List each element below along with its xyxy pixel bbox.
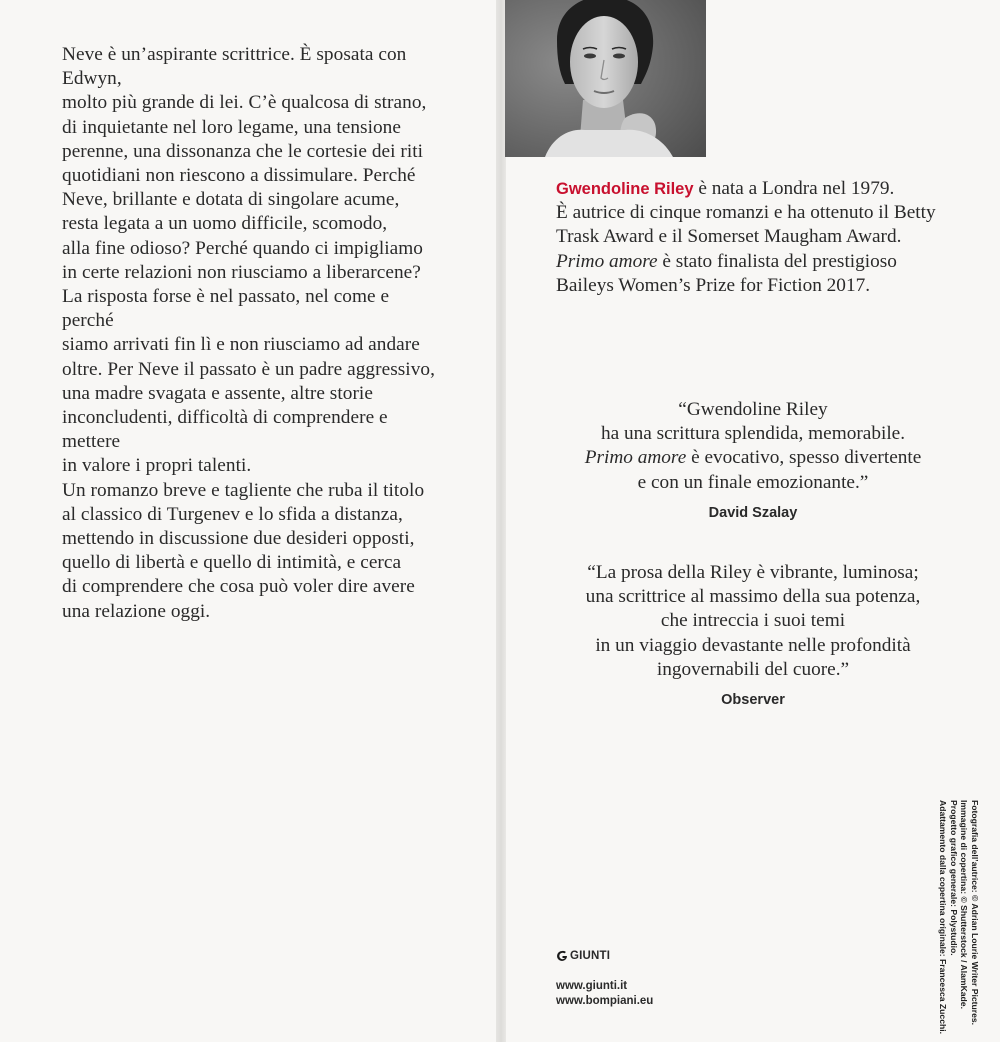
- blurb-paragraph-1: [62, 43, 442, 479]
- blurb-line: siamo arrivati fin lì e non riusciamo ad andare: [62, 334, 420, 356]
- publisher-logo-text: GIUNTI: [570, 950, 611, 962]
- publisher-links: [556, 979, 653, 1008]
- author-bio: [556, 177, 976, 298]
- blurb-line: Neve, brillante e dotata di singolare acume,: [62, 189, 400, 211]
- quote-line: e con un finale emozionante.”: [637, 471, 869, 493]
- blurb-line: in valore i propri talenti.: [62, 455, 252, 477]
- blurb-line: al classico di Turgenev e lo sfida a distanza,: [62, 503, 403, 525]
- credit-line: Progetto grafico generale: Polystudio.: [948, 800, 959, 956]
- quote-source: Observer: [721, 692, 785, 709]
- bio-line: È autrice di cinque romanzi e ha ottenuto il Betty: [556, 202, 936, 224]
- quote-line: “Gwendoline Riley: [678, 399, 828, 420]
- blurb-paragraph-2: [62, 479, 442, 624]
- review-quote-2: [506, 561, 1000, 709]
- publisher-logo: [556, 950, 653, 962]
- blurb-line: inconcludenti, difficoltà di comprendere e mettere: [62, 407, 388, 453]
- review-quote-1: [506, 398, 1000, 522]
- blurb-line: La risposta forse è nel passato, nel come e perché: [62, 286, 390, 332]
- blurb-line: di inquietante nel loro legame, una tensione: [62, 116, 401, 138]
- blurb-line: resta legata a un uomo difficile, scomodo,: [62, 213, 388, 235]
- quote-line: ingovernabili del cuore.”: [656, 658, 850, 680]
- blurb-line: quello di libertà e quello di intimità, e cerca: [62, 552, 402, 574]
- blurb-line: una relazione oggi.: [62, 600, 211, 622]
- blurb-line: in certe relazioni non riusciamo a liberarcene?: [62, 261, 421, 283]
- giunti-logo-icon: [556, 950, 568, 962]
- publisher-block: [556, 950, 653, 1008]
- blurb-line: Neve è un’aspirante scrittrice. È sposata con Edwyn,: [62, 44, 407, 90]
- bio-line: Trask Award e il Somerset Maugham Award.: [556, 226, 902, 248]
- blurb-line: mettendo in discussione due desideri opposti,: [62, 528, 415, 550]
- quote-line: una scrittrice al massimo della sua potenza,: [585, 586, 921, 608]
- quote-source: David Szalay: [708, 504, 798, 521]
- bio-line: Baileys Women’s Prize for Fiction 2017.: [556, 274, 871, 296]
- publisher-link-bompiani[interactable]: www.bompiani.eu: [556, 994, 654, 1007]
- book-title: Primo amore: [584, 447, 687, 469]
- bio-text: è nata a Londra nel 1979.: [693, 178, 895, 199]
- quote-line: [506, 446, 1000, 470]
- credits-rotated: [938, 800, 980, 1034]
- credit-line: Adattamento dalla copertina originale: Francesca Zucchi.: [938, 800, 949, 1034]
- author-photo: [505, 0, 706, 157]
- blurb-line: Un romanzo breve e tagliente che ruba il titolo: [62, 479, 425, 501]
- author-portrait-image: [505, 0, 706, 157]
- bio-text: è stato finalista del prestigioso: [657, 250, 897, 272]
- quote-line: in un viaggio devastante nelle profondità: [595, 634, 911, 656]
- blurb-line: oltre. Per Neve il passato è un padre aggressivo,: [62, 358, 435, 380]
- quote-line: “La prosa della Riley è vibrante, luminosa;: [587, 562, 919, 583]
- author-name: Gwendoline Riley: [556, 180, 694, 198]
- credit-line: Immagine di copertina: © Shutterstock / AlamKade.: [959, 800, 970, 1009]
- image-credits: [936, 800, 980, 1034]
- book-title: Primo amore: [556, 250, 658, 272]
- quote-line: che intreccia i suoi temi: [660, 610, 846, 632]
- blurb-line: di comprendere che cosa può voler dire avere: [62, 576, 415, 598]
- blurb-line: perenne, una dissonanza che le cortesie dei riti: [62, 140, 424, 162]
- blurb-line: quotidiani non riescono a dissimulare. Perché: [62, 165, 416, 187]
- bio-line: [556, 177, 976, 201]
- bio-line: [556, 250, 976, 274]
- quote-line: ha una scrittura splendida, memorabile.: [600, 423, 906, 445]
- blurb-line: molto più grande di lei. C’è qualcosa di strano,: [62, 92, 427, 114]
- book-blurb: [62, 43, 442, 624]
- blurb-line: una madre svagata e assente, altre storie: [62, 382, 373, 404]
- blurb-line: alla fine odioso? Perché quando ci impigliamo: [62, 237, 423, 259]
- quote-text: è evocativo, spesso divertente: [686, 447, 922, 469]
- publisher-link-giunti[interactable]: www.giunti.it: [556, 980, 628, 992]
- credit-line: Fotografia dell’autrice: © Adrian Lourie Writer Pictures.: [970, 800, 980, 1026]
